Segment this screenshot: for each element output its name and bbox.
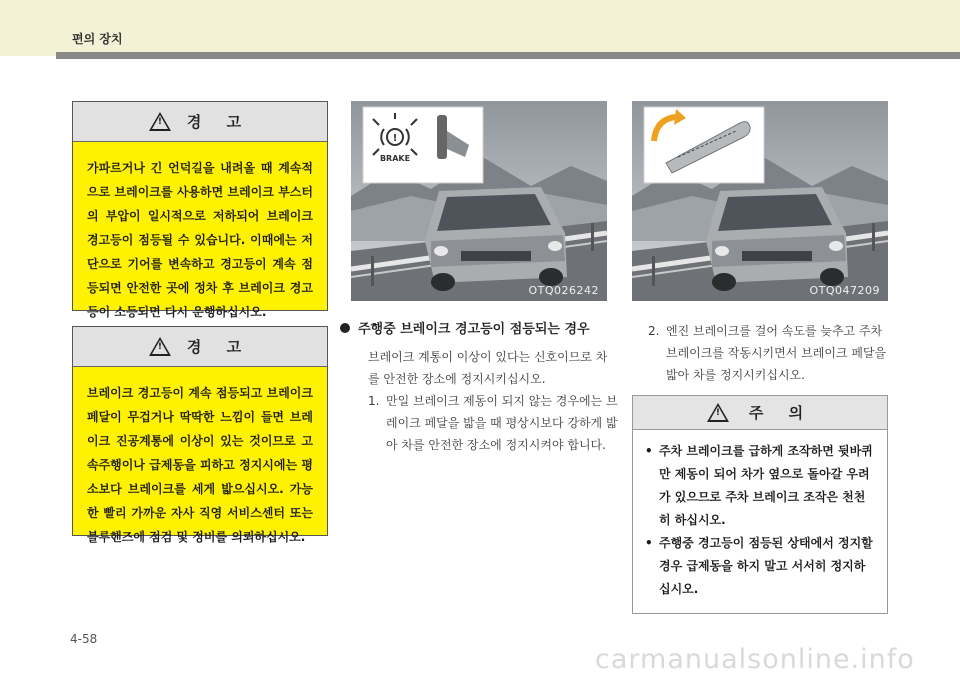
caution-mark: ! [715, 408, 720, 418]
caution-item-text: 주차 브레이크를 급하게 조작하면 뒷바퀴만 제동이 되어 차가 옆으로 돌아갈 우려가 있으므로 주차 브레이크 조작은 천천히 하십시오. [659, 444, 873, 527]
figure-parking-brake [632, 101, 888, 301]
warning-header [73, 327, 327, 367]
warning-box-2 [72, 326, 328, 544]
caution-bullet: • [645, 444, 653, 458]
header-rule [56, 52, 960, 59]
caution-header [633, 396, 887, 430]
warning-text: 가파르거나 긴 언덕길을 내려올 때 계속적으로 브레이크를 사용하면 브레이크 부스터의 부압이 일시적으로 저하되어 브레이크 경고등이 점등될 수 있습니다. 이때에는 저단으로 기어를 변속하고 경고등이 계속 점등되면 안전한 곳에 정차 후 브레이크 경고등이 소등되면 다시 운행하십시오. [87, 161, 313, 319]
figure-code: OTQ047209 [809, 284, 880, 297]
caution-triangle-icon [707, 403, 729, 422]
list-item-text: 만일 브레이크 제동이 되지 않는 경우에는 브레이크 페달을 밟을 때 평상시보다 강하게 밟아 차를 안전한 장소에 정지시켜야 합니다. [386, 394, 618, 452]
svg-text:!: ! [392, 133, 398, 144]
van-illustration-2 [632, 101, 888, 301]
list-item-text: 엔진 브레이크를 걸어 속도를 늦추고 주차 브레이크를 작동시키면서 브레이크 페달을 밟아 차를 정지시키십시오. [666, 324, 887, 382]
warning-title: 경 고 [186, 338, 252, 356]
warning-header [73, 102, 327, 142]
svg-text:BRAKE: BRAKE [379, 154, 411, 163]
section-paragraph: 브레이크 계통이 이상이 있다는 신호이므로 차를 안전한 장소에 정지시키십시오. [368, 350, 608, 386]
caution-item-2 [645, 532, 875, 601]
caution-item-1 [645, 440, 875, 532]
warning-mark: ! [157, 117, 162, 127]
warning-triangle-icon [149, 112, 171, 131]
caution-title: 주 의 [748, 404, 814, 422]
warning-triangle-icon [149, 337, 171, 356]
section-heading-text: 주행중 브레이크 경고등이 점등되는 경우 [358, 322, 590, 337]
figure-code: OTQ026242 [528, 284, 599, 297]
list-item-number: 1. [368, 394, 380, 408]
header-band [0, 0, 960, 56]
watermark: carmanualsonline.info [595, 644, 915, 675]
list-item-1 [368, 390, 618, 456]
bullet-dot-icon [340, 323, 350, 333]
figure-brake-lamp [351, 101, 607, 301]
warning-box-1 [72, 101, 328, 319]
warning-text: 브레이크 경고등이 계속 점등되고 브레이크 페달이 무겁거나 딱딱한 느낌이 들면 브레이크 진공계통에 이상이 있는 것이므로 고속주행이나 급제동을 피하고 정지시에는 평소보다 브레이크를 세게 밟으십시오. 가능한 빨리 가까운 자사 직영 서비스센터 또는 블루핸즈에 점검 및 정비를 의뢰하십시오. [87, 386, 313, 544]
page-number: 4-58 [70, 632, 98, 646]
section-heading [340, 318, 590, 337]
list-item-2 [648, 320, 892, 386]
warning-title: 경 고 [186, 113, 252, 131]
van-illustration-1 [351, 101, 607, 301]
caution-bullet: • [645, 536, 653, 550]
caution-item-text: 주행중 경고등이 점등된 상태에서 정지할 경우 급제동을 하지 말고 서서히 정지하십시오. [659, 536, 873, 596]
caution-box [632, 395, 888, 614]
warning-mark: ! [157, 342, 162, 352]
page-section-title: 편의 장치 [72, 32, 123, 46]
list-item-number: 2. [648, 324, 660, 338]
caution-text [633, 430, 887, 613]
